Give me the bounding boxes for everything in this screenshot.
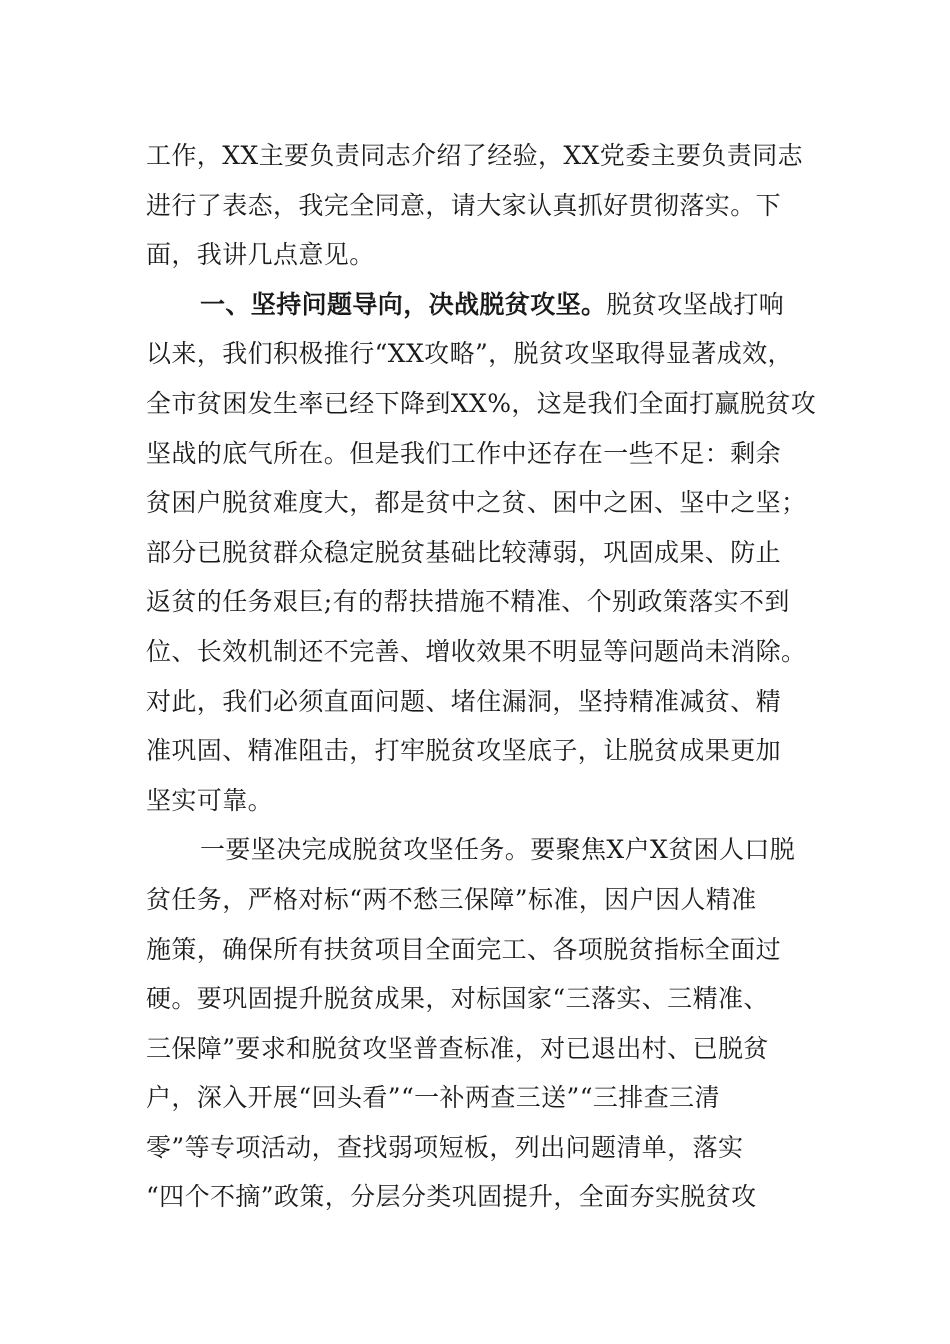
- text-line: 施策，确保所有扶贫项目全面完工、各项脱贫指标全面过: [146, 934, 782, 964]
- text-line: 部分已脱贫群众稳定脱贫基础比较薄弱，巩固成果、防止: [146, 537, 782, 567]
- text-line: 以来，我们积极推行“XX攻略”，脱贫攻坚取得显著成效，: [146, 339, 793, 369]
- text-line: 一要坚决完成脱贫攻坚任务。要聚焦X户X贫困人口脱: [200, 835, 796, 865]
- text-line: 返贫的任务艰巨;有的帮扶措施不精准、个别政策落实不到: [146, 587, 790, 617]
- text-line: 面，我讲几点意见。: [146, 240, 375, 270]
- section-heading-line: [146, 280, 806, 330]
- text-line: 全市贫困发生率已经下降到XX%，这是我们全面打赢脱贫攻: [146, 388, 817, 418]
- text-line: 贫困户脱贫难度大，都是贫中之贫、困中之困、坚中之坚；: [146, 488, 807, 518]
- text-line: 贫任务，严格对标“两不愁三保障”标准，因户因人精准: [146, 884, 757, 914]
- text-line: 硬。要巩固提升脱贫成果，对标国家“三落实、三精准、: [146, 984, 769, 1014]
- text-line: “四个不摘”政策，分层分类巩固提升，全面夯实脱贫攻: [146, 1182, 757, 1212]
- text-line: 坚实可靠。: [146, 785, 274, 815]
- text-line: 户，深入开展“回头看”“一补两查三送”“三排查三清: [146, 1083, 720, 1113]
- text-line: 位、长效机制还不完善、增收效果不明显等问题尚未消除。: [146, 636, 807, 666]
- text-line: 三保障”要求和脱贫攻坚普查标准，对已退出村、已脱贫: [146, 1033, 769, 1063]
- text-run: 脱贫攻坚战打响: [606, 289, 785, 319]
- text-line: 进行了表态，我完全同意，请大家认真抓好贯彻落实。下: [146, 190, 782, 220]
- document-body: [146, 131, 817, 1222]
- text-line: 坚战的底气所在。但是我们工作中还存在一些不足：剩余: [146, 438, 782, 468]
- text-line: 准巩固、精准阻击，打牢脱贫攻坚底子，让脱贫成果更加: [146, 736, 782, 766]
- section-heading: 一、坚持问题导向，决战脱贫攻坚。: [200, 289, 607, 319]
- text-line: 零”等专项活动，查找弱项短板，列出问题清单，落实: [146, 1132, 744, 1162]
- text-line: 工作，XX主要负责同志介绍了经验，XX党委主要负责同志: [146, 141, 803, 170]
- text-line: 对此，我们必须直面问题、堵住漏洞，坚持精准减贫、精: [146, 686, 782, 716]
